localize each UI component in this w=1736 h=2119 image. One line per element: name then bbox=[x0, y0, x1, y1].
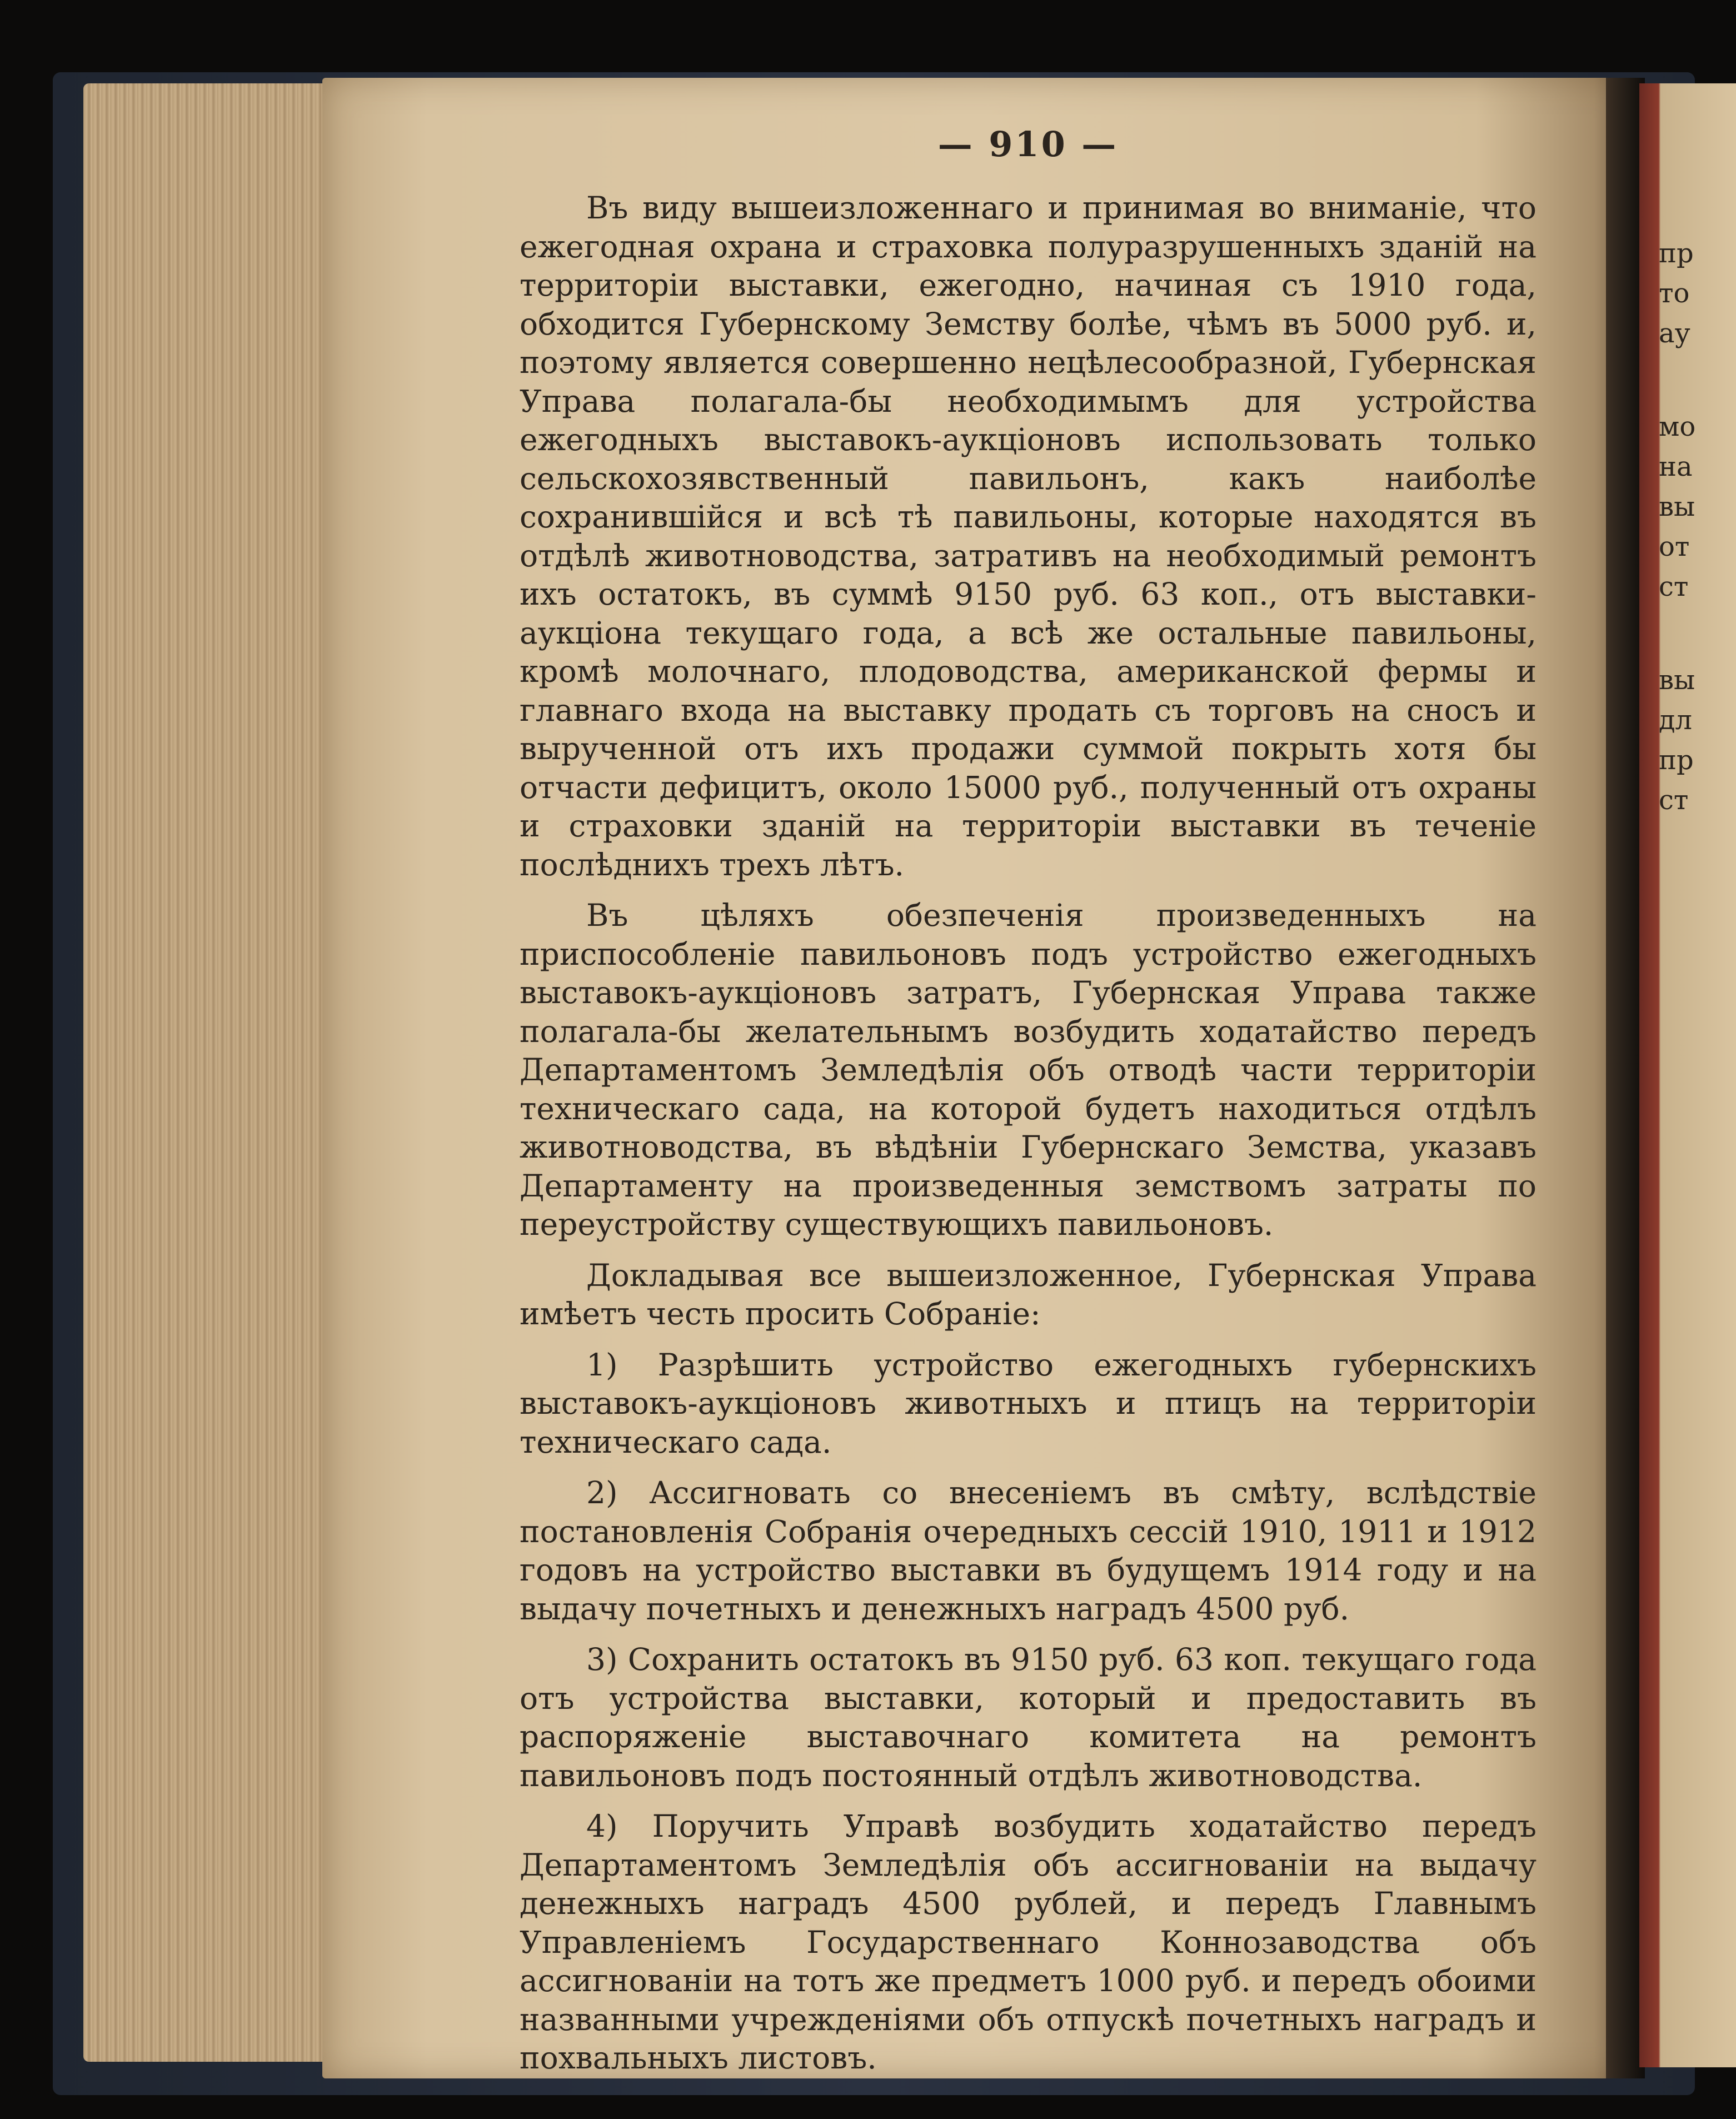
facing-line: вы bbox=[1659, 491, 1695, 522]
facing-page-text bbox=[1659, 233, 1736, 820]
paragraph: Въ виду вышеизложеннаго и принимая во вниманіе, что ежегодная охрана и страховка полуразрушенныхъ зданій на территоріи выставки, ежегодно, начиная съ 1910 года, обходится Губернскому Земству болѣе, чѣмъ въ 5000 руб. и, поэтому является совершенно нецѣлесообразной, Губернская Управа полагала-бы необходимымъ для устройства ежегодныхъ выставокъ-аукціоновъ использовать только сельскохозявственный павильонъ, какъ наиболѣе сохранившійся и всѣ тѣ павильоны, которые находятся въ отдѣлѣ животноводства, затративъ на необходимый ремонтъ ихъ остатокъ, въ суммѣ 9150 руб. 63 коп., отъ выставки-аукціона текущаго года, а всѣ же остальные павильоны, кромѣ молочнаго, плодоводства, американской фермы и главнаго входа на выставку продать съ торговъ на сносъ и вырученной отъ ихъ продажи суммой покрыть хотя бы отчасти дефицитъ, около 15000 руб., полученный отъ охраны и страховки зданій на территоріи выставки въ теченіе послѣднихъ трехъ лѣтъ. bbox=[520, 190, 1537, 882]
facing-gap bbox=[1659, 607, 1736, 660]
page-edges bbox=[83, 83, 339, 2062]
paragraph: Въ цѣляхъ обезпеченія произведенныхъ на приспособленіе павильоновъ подъ устройство ежегодныхъ выставокъ-аукціоновъ затратъ, Губернская Управа также полагала-бы желательнымъ возбудить ходатайство передъ Департаментомъ Земледѣлія объ отводѣ части территоріи техническаго сада, на которой будетъ находиться отдѣлъ животноводства, въ вѣдѣніи Губернскаго Земства, указавъ Департаменту на произведенныя земствомъ затраты по переустройству существующихъ павильоновъ. bbox=[520, 898, 1537, 1242]
facing-line: пр bbox=[1659, 238, 1694, 269]
facing-line: то bbox=[1659, 278, 1690, 309]
facing-gap bbox=[1659, 353, 1736, 407]
facing-line: пр bbox=[1659, 745, 1694, 776]
page-number: — 910 — bbox=[937, 124, 1119, 164]
facing-line: мо bbox=[1659, 411, 1696, 442]
facing-line: дл bbox=[1659, 705, 1693, 736]
page-text bbox=[520, 122, 1537, 2085]
facing-line: ау bbox=[1659, 318, 1690, 349]
facing-line: ст bbox=[1659, 571, 1689, 602]
list-item: 4) Поручить Управѣ возбудить ходатайство передъ Департаментомъ Земледѣлія объ ассигнованіи на выдачу денежныхъ наградъ 4500 рублей, и передъ Главнымъ Управленіемъ Государственнаго Коннозаводства объ ассигнованіи на тотъ же предметъ 1000 руб. и передъ обоими названными учрежденіями объ отпускѣ почетныхъ наградъ и похвальныхъ листовъ. bbox=[520, 1808, 1537, 2076]
facing-line: вы bbox=[1659, 665, 1695, 696]
facing-line: ст bbox=[1659, 785, 1689, 816]
list-item: 3) Сохранить остатокъ въ 9150 руб. 63 коп. текущаго года отъ устройства выставки, который и предоставить въ распоряженіе выставочнаго комитета на ремонтъ павильоновъ подъ постоянный отдѣлъ животноводства. bbox=[520, 1642, 1537, 1793]
facing-line: от bbox=[1659, 531, 1690, 562]
list-item: 1) Разрѣшить устройство ежегодныхъ губернскихъ выставокъ-аукціоновъ животныхъ и птицъ на территоріи техническаго сада. bbox=[520, 1347, 1537, 1460]
list-item: 2) Ассигновать со внесеніемъ въ смѣту, вслѣдствіе постановленія Собранія очередныхъ сессій 1910, 1911 и 1912 годовъ на устройство выставки въ будущемъ 1914 году и на выдачу почетныхъ и денежныхъ наградъ 4500 руб. bbox=[520, 1475, 1537, 1627]
paragraph: Докладывая все вышеизложенное, Губернская Управа имѣетъ честь просить Собраніе: bbox=[520, 1257, 1537, 1332]
facing-line: на bbox=[1659, 451, 1693, 482]
